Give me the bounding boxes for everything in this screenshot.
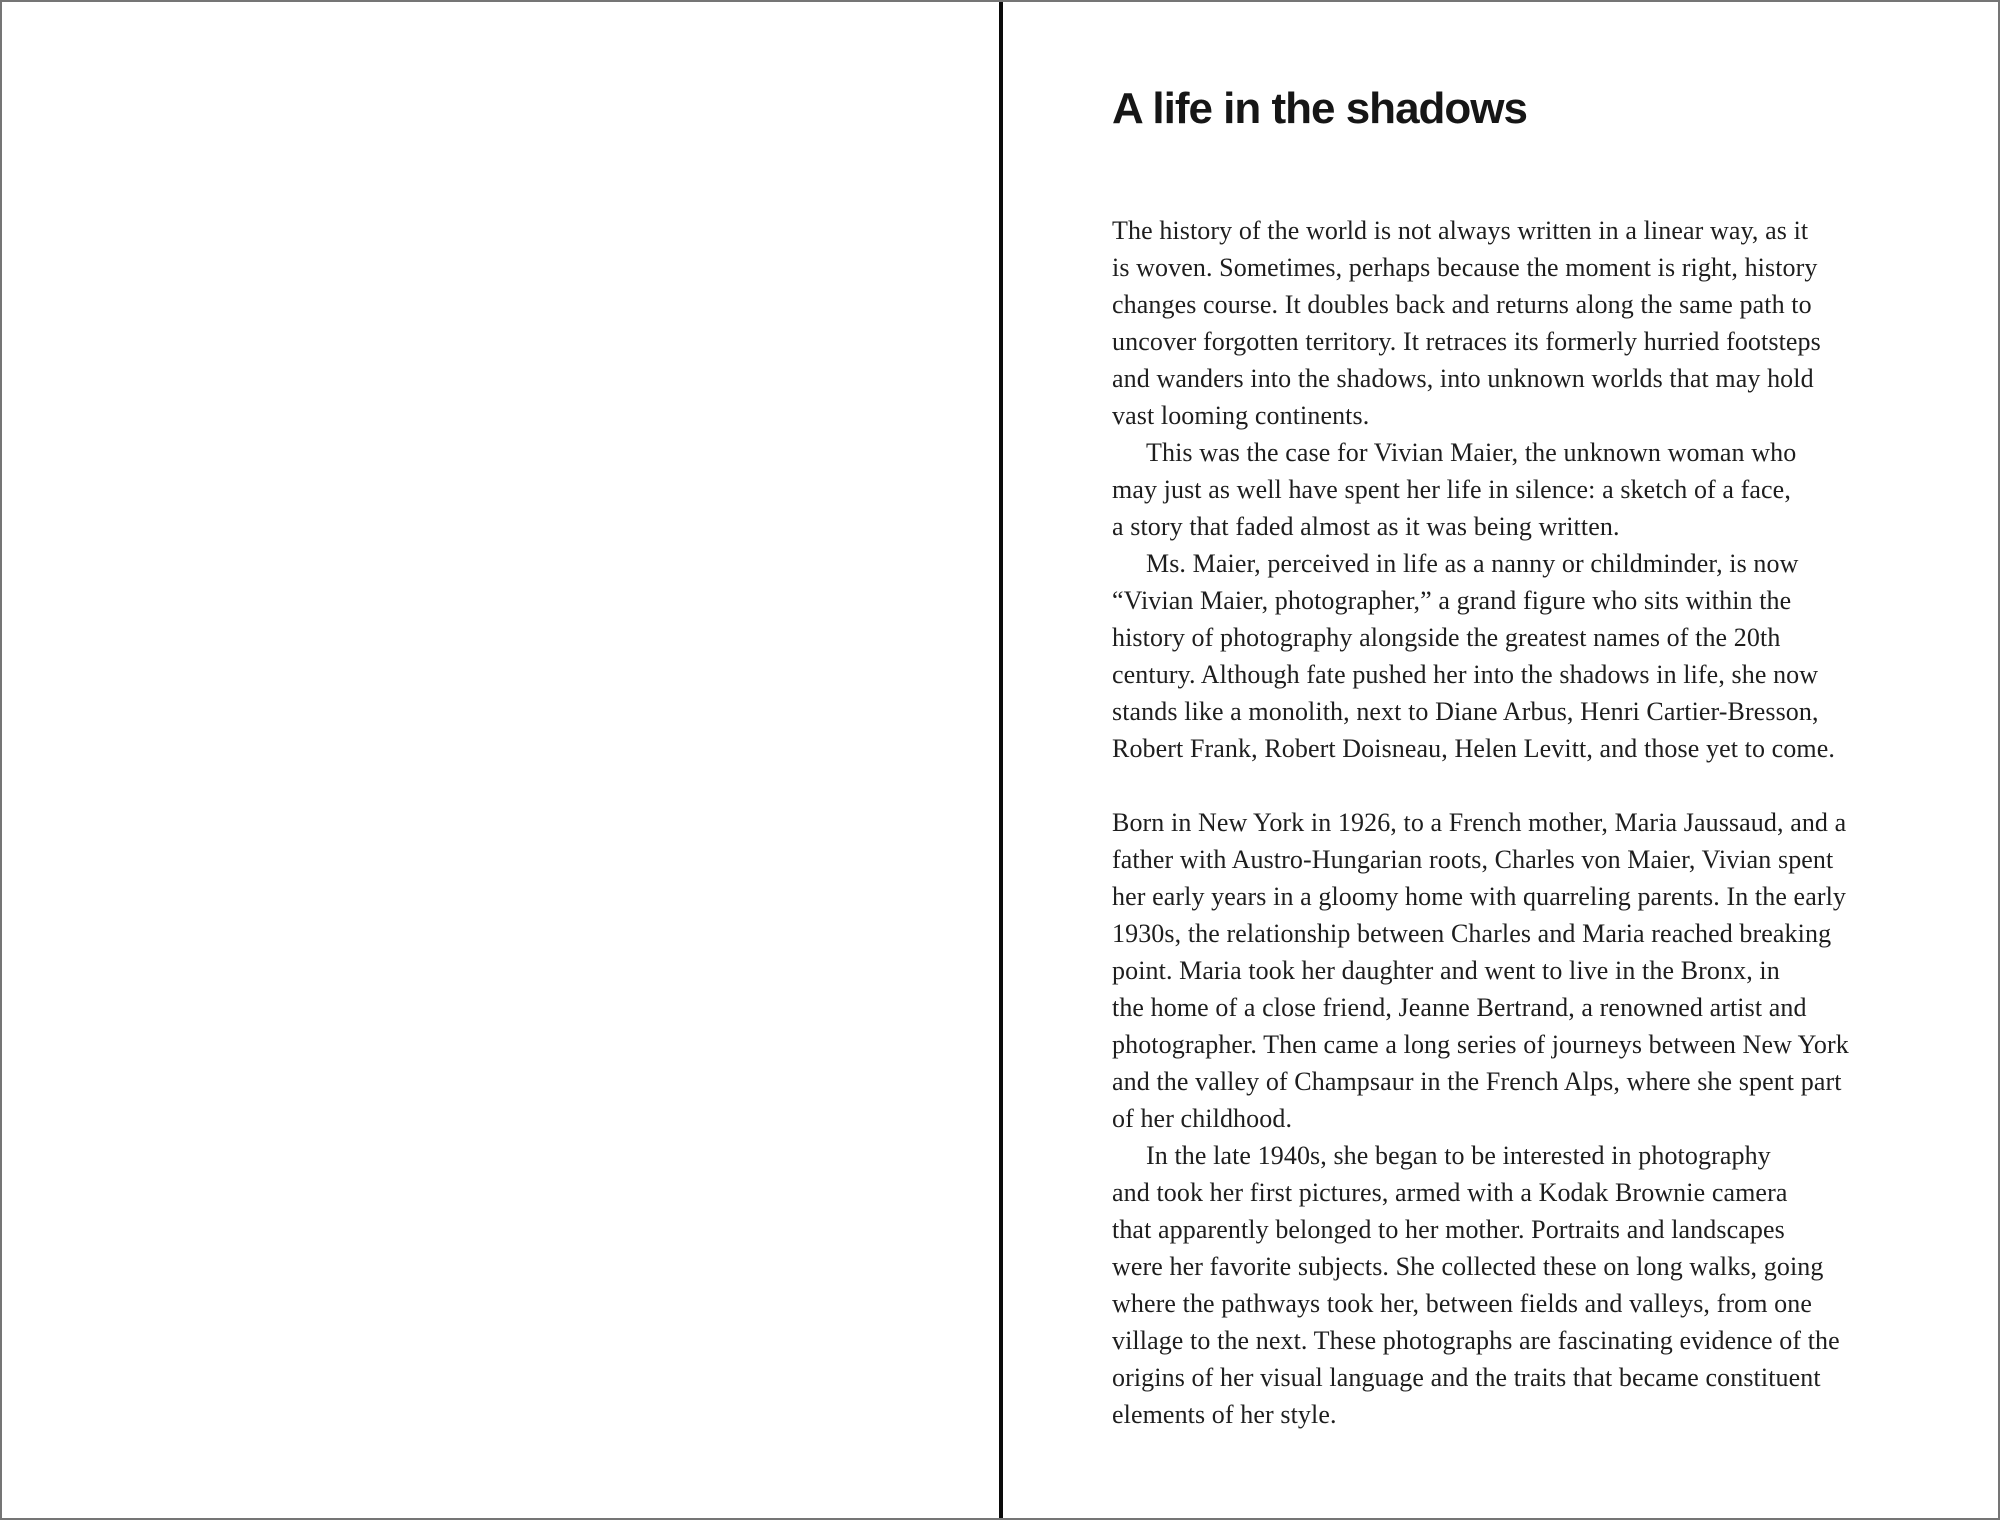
text-line: village to the next. These photographs are fascinating evidence of the xyxy=(1112,1326,1840,1355)
page-gutter-divider xyxy=(999,2,1003,1518)
text-line: the home of a close friend, Jeanne Bertrand, a renowned artist and xyxy=(1112,993,1807,1022)
chapter-body xyxy=(1112,212,1942,1433)
text-line: elements of her style. xyxy=(1112,1400,1337,1429)
text-line: father with Austro-Hungarian roots, Charles von Maier, Vivian spent xyxy=(1112,845,1834,874)
text-line: her early years in a gloomy home with quarreling parents. In the early xyxy=(1112,882,1847,911)
left-page-blank xyxy=(2,2,998,1518)
text-line: and took her first pictures, armed with a Kodak Brownie camera xyxy=(1112,1178,1788,1207)
text-line: origins of her visual language and the traits that became constituent xyxy=(1112,1363,1821,1392)
text-line: of her childhood. xyxy=(1112,1104,1293,1133)
text-line: where the pathways took her, between fields and valleys, from one xyxy=(1112,1289,1813,1318)
text-line: The history of the world is not always written in a linear way, as it xyxy=(1112,216,1809,245)
text-line: stands like a monolith, next to Diane Arbus, Henri Cartier-Bresson, xyxy=(1112,697,1819,726)
text-line: photographer. Then came a long series of journeys between New York xyxy=(1112,1030,1849,1059)
text-line: Ms. Maier, perceived in life as a nanny or childminder, is now xyxy=(1146,549,1799,578)
text-line: may just as well have spent her life in silence: a sketch of a face, xyxy=(1112,475,1791,504)
text-line: 1930s, the relationship between Charles and Maria reached breaking xyxy=(1112,919,1832,948)
text-line: In the late 1940s, she began to be interested in photography xyxy=(1146,1141,1771,1170)
text-line: This was the case for Vivian Maier, the unknown woman who xyxy=(1146,438,1797,467)
text-line: a story that faded almost as it was being written. xyxy=(1112,512,1620,541)
paragraph xyxy=(1112,212,1942,434)
text-line: “Vivian Maier, photographer,” a grand figure who sits within the xyxy=(1112,586,1792,615)
text-line: uncover forgotten territory. It retraces its formerly hurried footsteps xyxy=(1112,327,1821,356)
text-line: century. Although fate pushed her into the shadows in life, she now xyxy=(1112,660,1819,689)
text-line: history of photography alongside the greatest names of the 20th xyxy=(1112,623,1781,652)
text-line: and the valley of Champsaur in the French Alps, where she spent part xyxy=(1112,1067,1842,1096)
text-line: that apparently belonged to her mother. Portraits and landscapes xyxy=(1112,1215,1785,1244)
text-line: Robert Frank, Robert Doisneau, Helen Levitt, and those yet to come. xyxy=(1112,734,1835,763)
text-line: vast looming continents. xyxy=(1112,401,1370,430)
chapter-title: A life in the shadows xyxy=(1112,84,1527,133)
text-line: point. Maria took her daughter and went to live in the Bronx, in xyxy=(1112,956,1780,985)
right-page xyxy=(1004,2,1998,1518)
text-line: changes course. It doubles back and returns along the same path to xyxy=(1112,290,1812,319)
text-line: were her favorite subjects. She collected these on long walks, going xyxy=(1112,1252,1824,1281)
text-line: and wanders into the shadows, into unknown worlds that may hold xyxy=(1112,364,1814,393)
text-line: Born in New York in 1926, to a French mother, Maria Jaussaud, and a xyxy=(1112,808,1847,837)
paragraph xyxy=(1112,434,1942,545)
paragraph xyxy=(1112,1137,1942,1433)
text-line: is woven. Sometimes, perhaps because the moment is right, history xyxy=(1112,253,1818,282)
paragraph xyxy=(1112,545,1942,767)
paragraph xyxy=(1112,804,1942,1137)
